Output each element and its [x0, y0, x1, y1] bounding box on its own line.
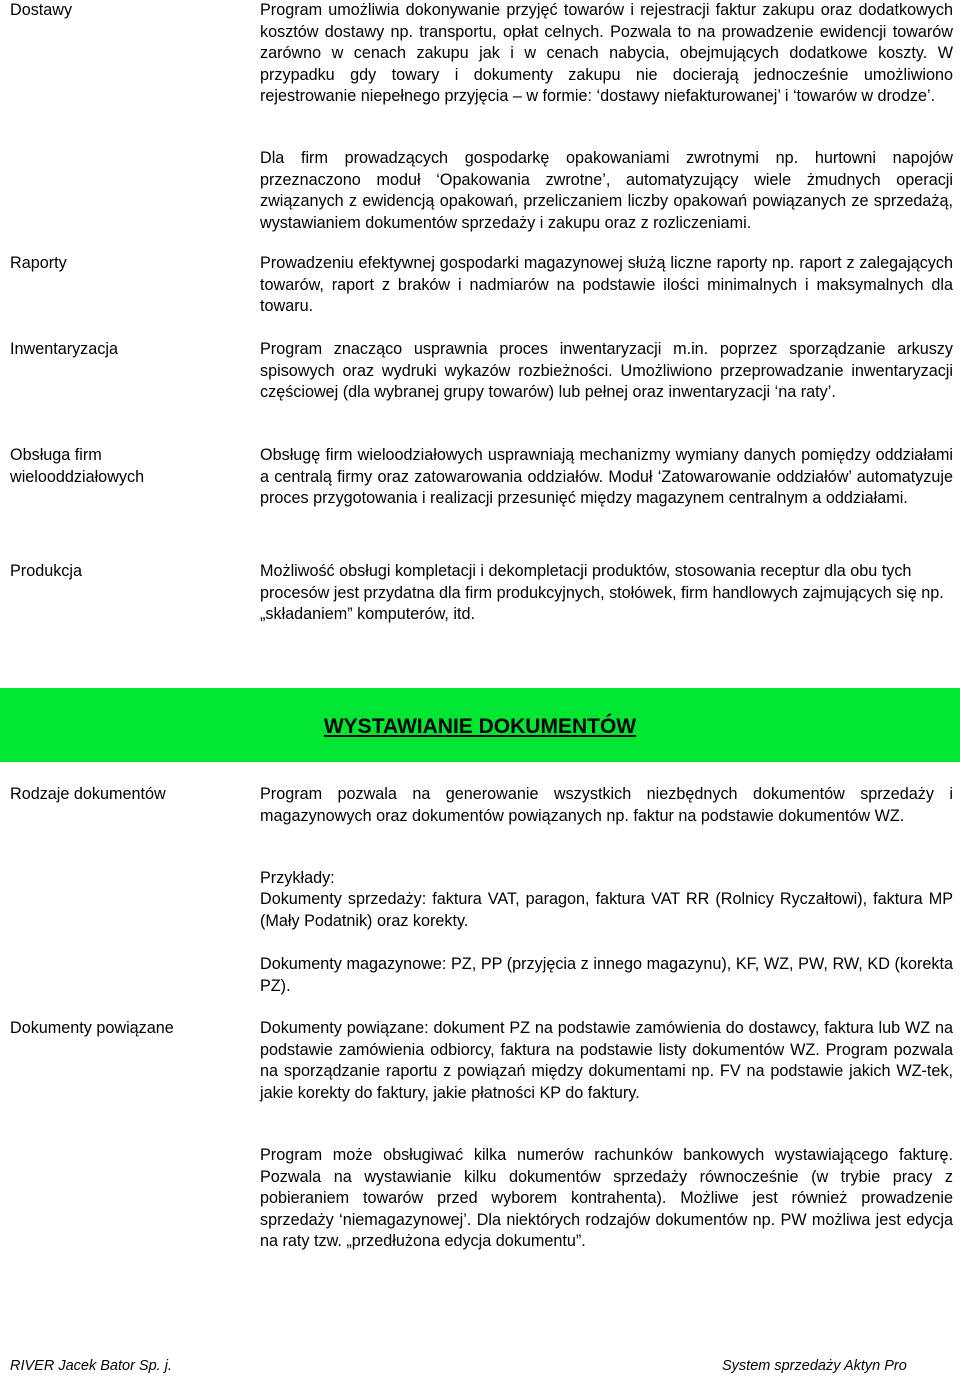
label-inwentaryzacja: Inwentaryzacja	[10, 340, 118, 358]
label-dostawy: Dostawy	[10, 1, 73, 19]
footer-product: System sprzedaży Aktyn Pro	[722, 1358, 907, 1374]
text-obsluga-firm: Obsługę firm wieloodziałowych usprawniają mechanizmy wymiany danych pomiędzy oddziałami a centralą firmy oraz zatowarowania oddziałów. Moduł ‘Zatowarowanie oddziałów’ automatyzuje proces przygotowania i realizacji przesunięć między magazynem centralnym a oddziałami.	[260, 446, 953, 507]
label-raporty: Raporty	[10, 254, 67, 272]
text-przyklady-heading: Przykłady:	[260, 869, 335, 887]
text-dokumenty-powiazane: Dokumenty powiązane: dokument PZ na podstawie zamówienia do dostawcy, faktura lub WZ na podstawie zamówienia odbiorcy, faktura na podstawie listy dokumentów WZ. Program pozwala na sporządzanie raportu z powiązań między dokumentami np. FV na podstawie jakich WZ-tek, jakie korekty do faktury, jakie płatności KP do faktury.	[260, 1019, 953, 1102]
text-dokumenty-magazynowe: Dokumenty magazynowe: PZ, PP (przyjęcia z innego magazynu), KF, WZ, PW, RW, KD (korekta PZ).	[260, 955, 953, 995]
label-obsluga-firm: Obsługa firm wielooddziałowych	[10, 446, 145, 486]
text-raporty: Prowadzeniu efektywnej gospodarki magazynowej służą liczne raporty np. raport z zalegających towarów, raport z braków i nadmiarów na podstawie ilości minimalnych i maksymalnych dla towaru.	[260, 254, 953, 315]
text-opakowania-zwrotne: Dla firm prowadzących gospodarkę opakowaniami zwrotnymi np. hurtowni napojów przeznaczono moduł ‘Opakowania zwrotne’, automatyzujący wiele żmudnych operacji związanych z ewidencją opakowań, przeliczaniem liczby opakowań powiązanych ze sprzedażą, wystawianiem dokumentów sprzedaży i zakupu oraz z rozliczeniami.	[260, 149, 953, 232]
section-banner	[0, 688, 960, 762]
text-rachunki-bankowe: Program może obsługiwać kilka numerów rachunków bankowych wystawiającego fakturę. Pozwala na wystawianie kilku dokumentów sprzedaży równocześnie (w trybie pracy z pobieraniem towarów przed wyborem kontrahenta). Możliwe jest również prowadzenie sprzedaży ‘niemagazynowej’. Dla niektórych rodzajów dokumentów np. PW możliwa jest edycja na raty tzw. „przedłużona edycja dokumentu”.	[260, 1146, 953, 1250]
footer-company: RIVER Jacek Bator Sp. j.	[10, 1358, 172, 1374]
text-dostawy: Program umożliwia dokonywanie przyjęć towarów i rejestracji faktur zakupu oraz dodatkowych kosztów dostawy np. transportu, opłat celnych. Pozwala to na prowadzenie ewidencji towarów zarówno w cenach zakupu jak i w cenach nabycia, obejmujących dodatkowe koszty. W przypadku gdy towary i dokumenty zakupu nie docierają jednocześnie umożliwiono rejestrowanie niepełnego przyjęcia – w formie: ‘dostawy niefakturowanej’ i ‘towarów w drodze’.	[260, 1, 953, 105]
text-inwentaryzacja: Program znacząco usprawnia proces inwentaryzacji m.in. poprzez sporządzanie arkuszy spisowych oraz wydruki wykazów rozbieżności. Umożliwiono przeprowadzanie inwentaryzacji częściowej (dla wybranej grupy towarów) lub pełnej oraz inwentaryzacji ‘na raty’.	[260, 340, 953, 401]
label-rodzaje-dokumentow: Rodzaje dokumentów	[10, 785, 166, 803]
label-dokumenty-powiazane: Dokumenty powiązane	[10, 1019, 174, 1037]
text-dokumenty-sprzedazy: Dokumenty sprzedaży: faktura VAT, paragon, faktura VAT RR (Rolnicy Ryczałtowi), faktura MP (Mały Podatnik) oraz korekty.	[260, 890, 953, 930]
banner-title: WYSTAWIANIE DOKUMENTÓW	[323, 715, 637, 739]
text-produkcja: Możliwość obsługi kompletacji i dekompletacji produktów, stosowania receptur dla obu tych procesów jest przydatna dla firm produkcyjnych, stołówek, firm handlowych zajmujących się np. „składaniem” komputerów, itd.	[260, 562, 944, 623]
label-produkcja: Produkcja	[10, 562, 82, 580]
text-rodzaje-dokumentow: Program pozwala na generowanie wszystkich niezbędnych dokumentów sprzedaży i magazynowych oraz dokumentów powiązanych np. faktur na podstawie dokumentów WZ.	[260, 785, 953, 825]
